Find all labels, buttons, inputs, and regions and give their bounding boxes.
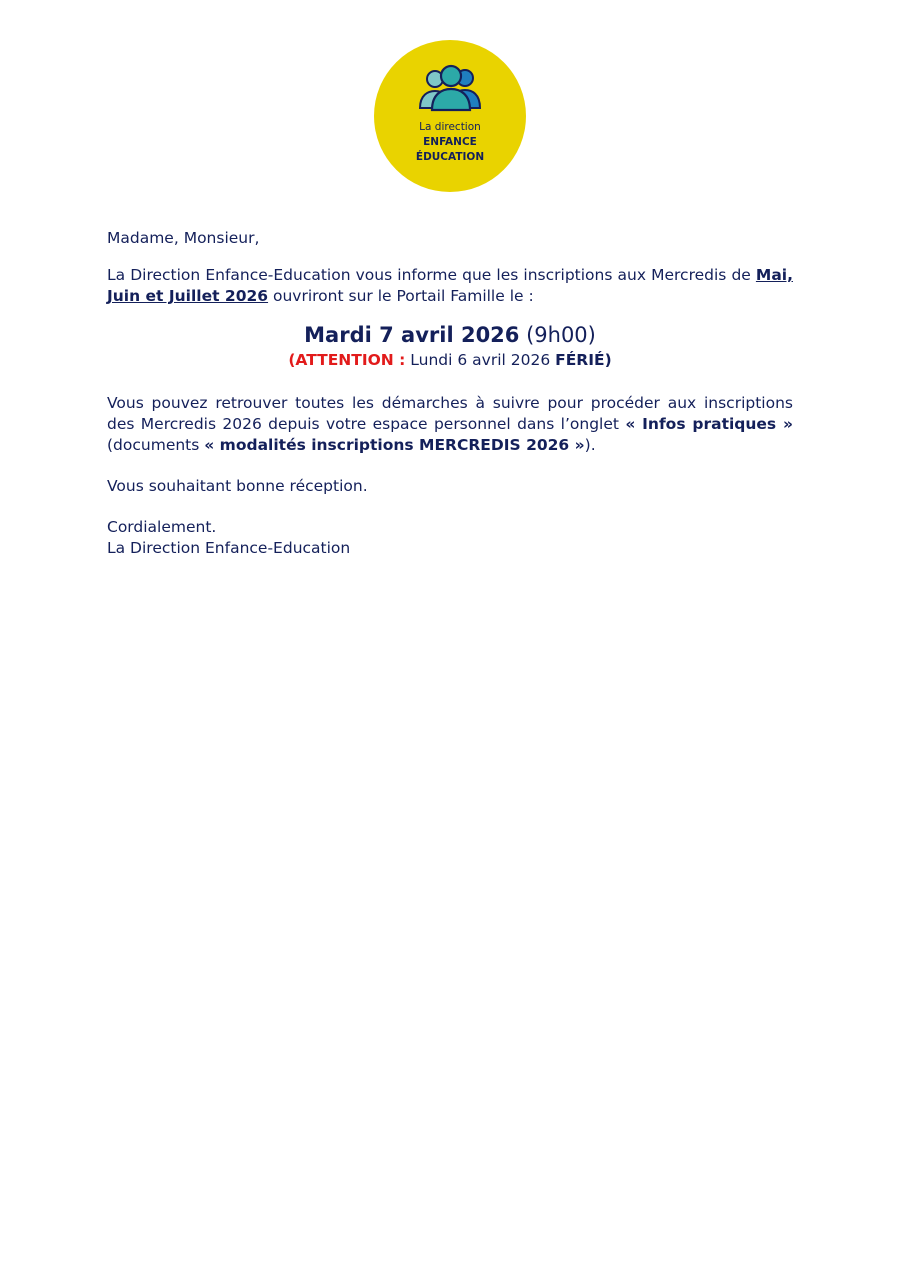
signature: La Direction Enfance-Education: [107, 539, 351, 557]
body-text-3: ).: [584, 436, 596, 454]
attention-note: [107, 349, 793, 371]
intro-text-2: ouvriront sur le Portail Famille le :: [268, 287, 534, 305]
attention-label: ATTENTION :: [295, 351, 406, 369]
salutation: Madame, Monsieur,: [107, 229, 260, 247]
intro-text-1: La Direction Enfance-Education vous informe que les inscriptions aux Mercredis de: [107, 266, 756, 284]
cordialement: Cordialement.: [107, 518, 217, 536]
modalites-document: « modalités inscriptions MERCREDIS 2026 »: [204, 436, 585, 454]
infos-pratiques-tab: « Infos pratiques »: [625, 415, 793, 433]
instructions-paragraph: [107, 393, 793, 456]
closing-line: Vous souhaitant bonne réception.: [107, 477, 368, 495]
letter-body: [107, 228, 793, 559]
attention-text: Lundi 6 avril 2026: [405, 351, 556, 369]
people-group-icon: [414, 64, 486, 114]
intro-paragraph: [107, 265, 793, 307]
logo-line-3: ÉDUCATION: [415, 151, 485, 163]
logo-text: [374, 120, 526, 165]
opening-time: (9h00): [519, 323, 596, 347]
opening-date-bold: Mardi 7 avril 2026: [304, 323, 520, 347]
logo-line-1: La direction: [419, 121, 481, 133]
attention-ferie: FÉRIÉ): [555, 351, 612, 369]
body-text-1: Vous pouvez retrouver toutes les démarches à suivre pour procéder aux inscriptions des Mercredis 2026 depuis votre espace personnel dans l’onglet: [107, 394, 793, 433]
direction-logo: [374, 40, 526, 192]
attention-open: (: [288, 351, 296, 369]
opening-date: [107, 321, 793, 349]
body-text-2: (documents: [107, 436, 205, 454]
logo-line-2: ENFANCE: [423, 136, 477, 148]
intro-highlight: Mai, Juin et Juillet 2026: [107, 266, 793, 305]
